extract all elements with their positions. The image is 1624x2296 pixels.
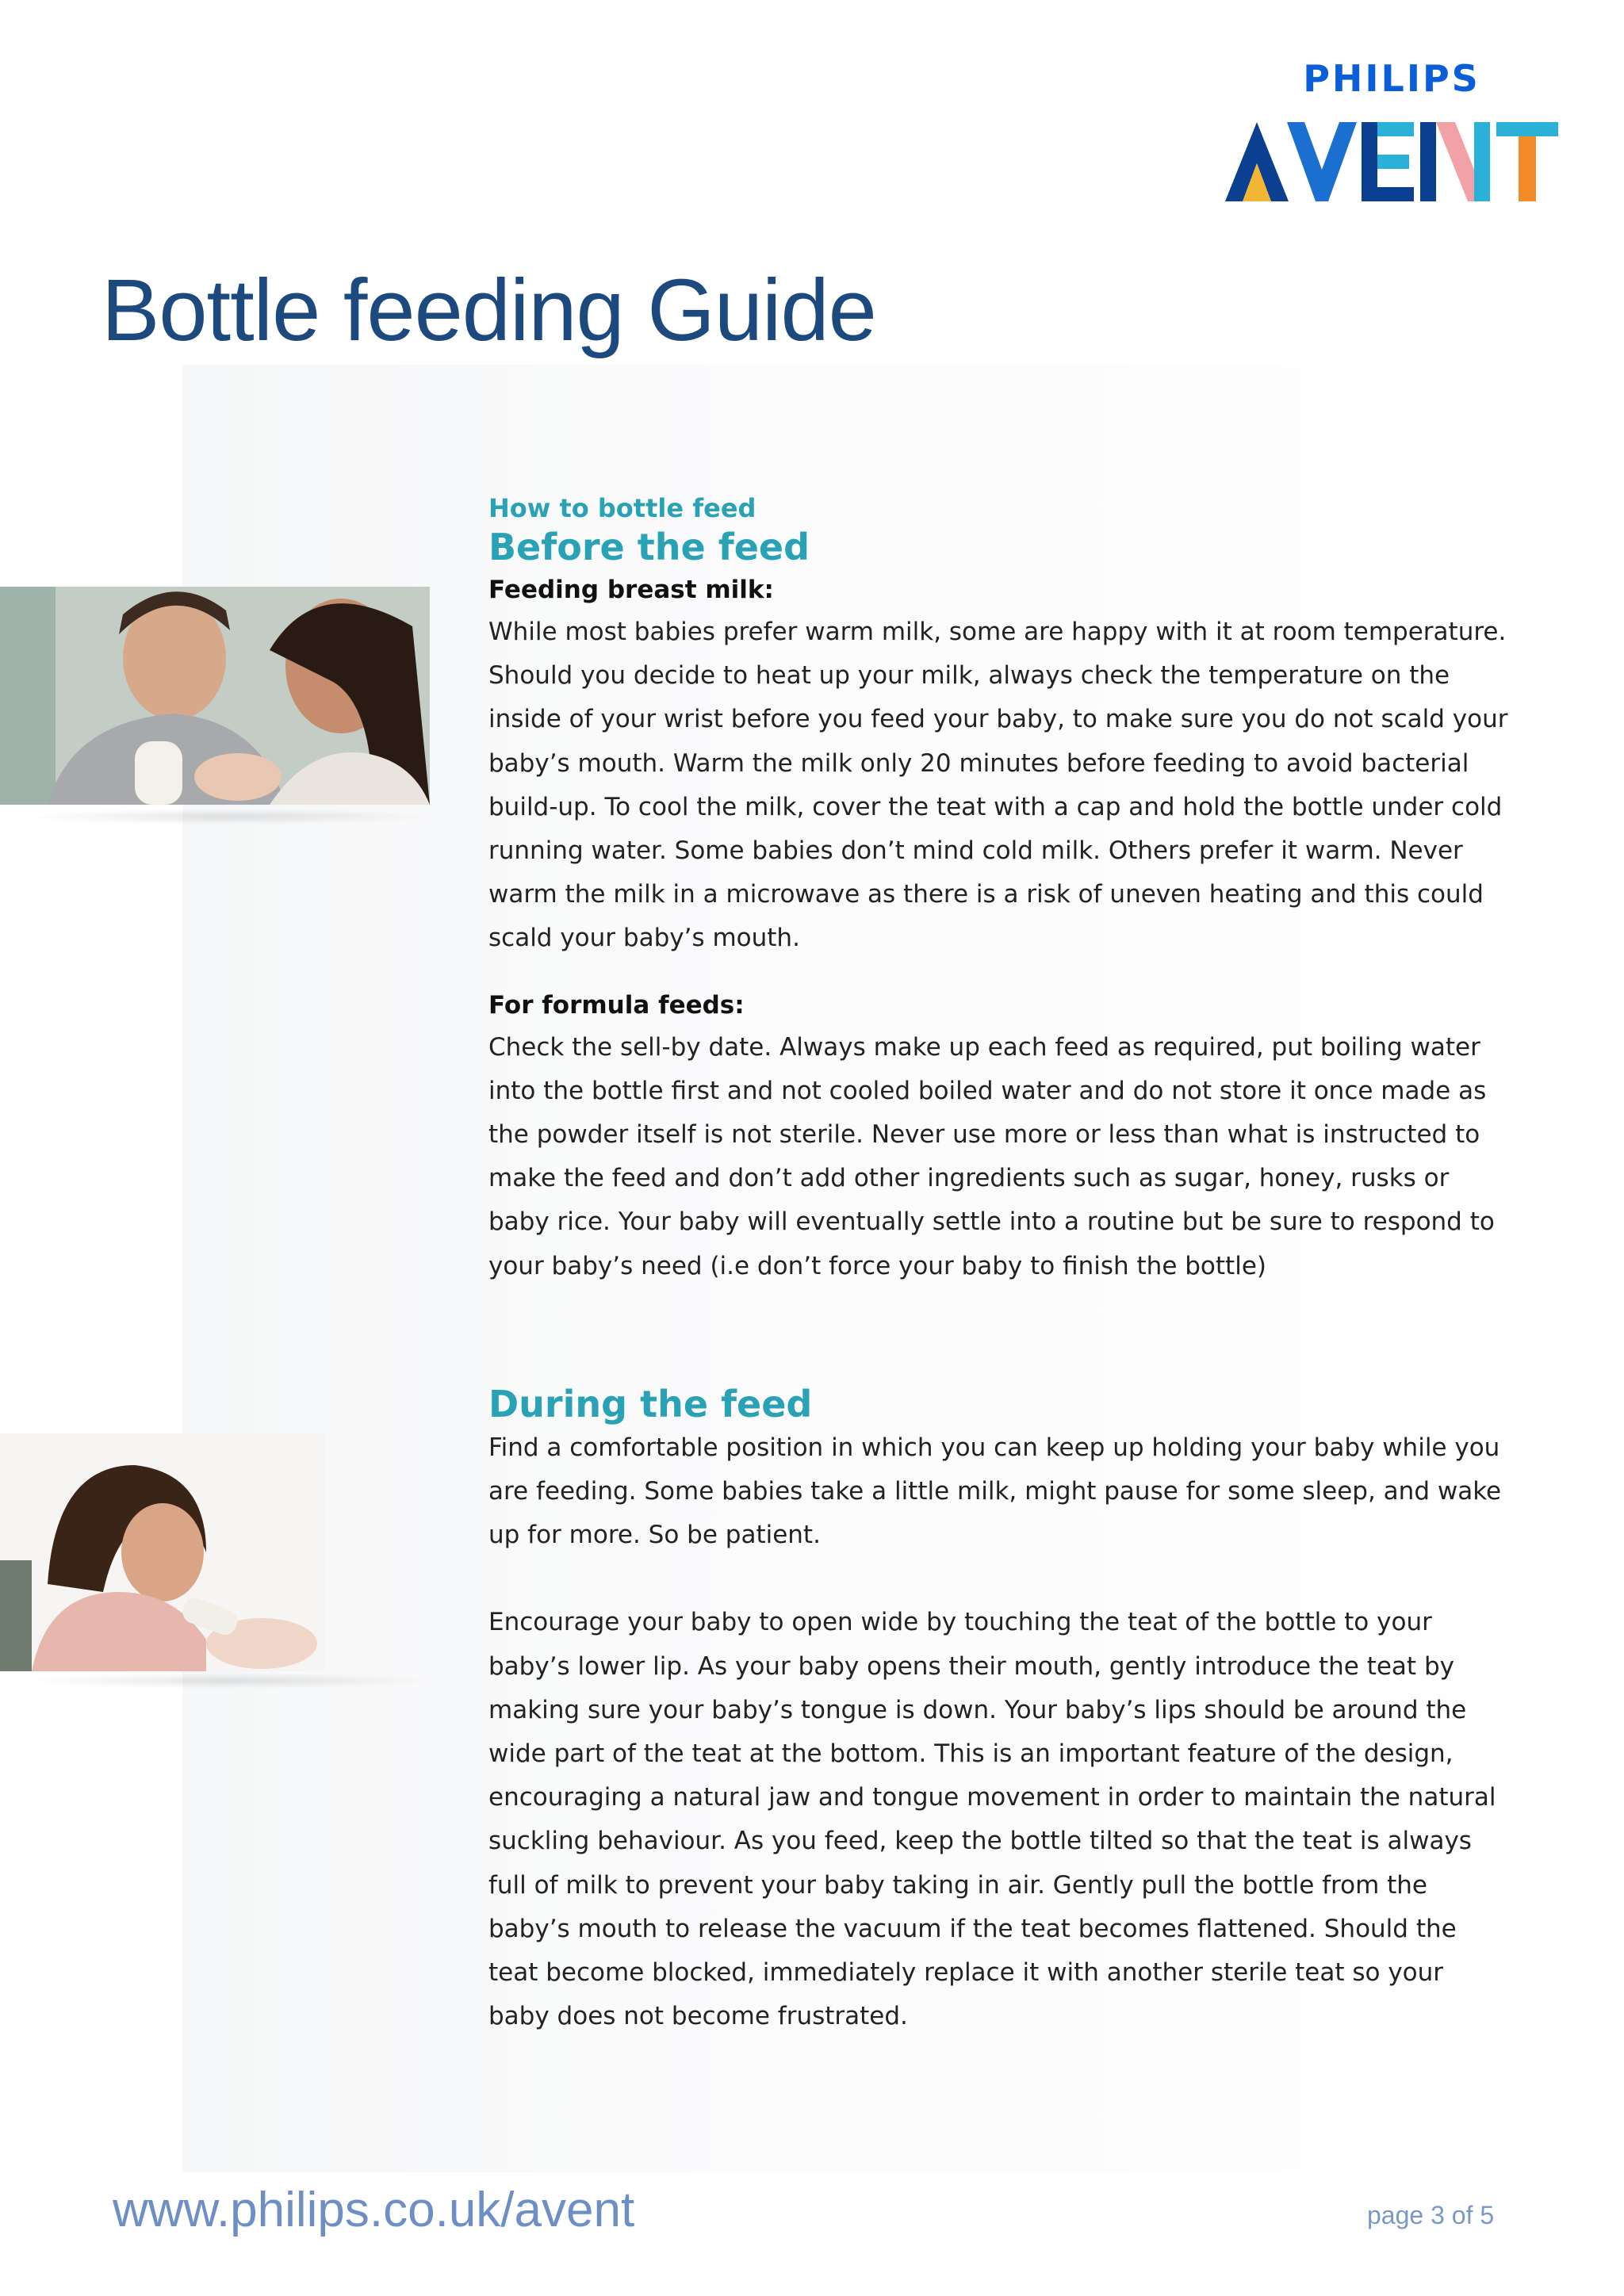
avent-wordmark-icon bbox=[1225, 122, 1558, 201]
paragraph-breast-milk: While most babies prefer warm milk, some are happy with it at room temperature. Should you decide to heat up your milk, always check the temperature on the inside of your wrist before you feed your baby, to make sure you do not scald your baby’s mouth. Warm the milk only 20 minutes before feeding to avoid bacterial build-up. To cool the milk, cover the teat with a cap and hold the bottle under cold running water. Some babies don’t mind cold milk. Others prefer it warm. Never warm the milk in a microwave as there is a risk of uneven heating and this could scald your baby’s mouth. bbox=[488, 618, 1508, 953]
subheading-breast-milk: Feeding breast milk: bbox=[488, 576, 774, 604]
photo-parents-feeding-baby bbox=[0, 587, 430, 805]
paragraph-comfortable-position: Find a comfortable position in which you can keep up holding your baby while you are feeding. Some babies take a little milk, might pause for some sleep, and wake up for more. So be patient. bbox=[488, 1433, 1502, 1550]
heading-during-the-feed: During the feed bbox=[488, 1382, 813, 1425]
website-link[interactable]: www.philips.co.uk/avent bbox=[113, 2183, 635, 2237]
photo-mother-feeding-baby bbox=[0, 1433, 325, 1671]
paragraph-encourage-baby: Encourage your baby to open wide by touching the teat of the bottle to your baby’s lower lip. As your baby opens their mouth, gently introduce the teat by making sure your baby’s tongue is down. Your baby’s lips should be around the wide part of the teat at the bottom. This is an important feature of the design, encouraging a natural jaw and tongue movement in order to maintain the natural suckling behaviour. As you feed, keep the bottle tilted so that the teat is always full of milk to prevent your baby taking in air. Gently pull the bottle from the baby’s mouth to release the vacuum if the teat becomes flattened. Should the teat become blocked, immediately replace it with another sterile teat so your baby does not become frustrated. bbox=[488, 1608, 1496, 2031]
page-number: page 3 of 5 bbox=[1367, 2201, 1495, 2229]
paragraph-formula-feeds: Check the sell-by date. Always make up each feed as required, put boiling water into the bottle first and not cooled boiled water and do not store it once made as the powder itself is not sterile. Never use more or less than what is instructed to make the feed and don’t add other ingredients such as sugar, honey, rusks or baby rice. Your baby will eventually settle into a routine but be sure to respond to your baby’s need (i.e don’t force your baby to finish the bottle) bbox=[488, 1032, 1495, 1280]
philips-wordmark: PHILIPS bbox=[1303, 57, 1480, 100]
page-title: Bottle feeding Guide bbox=[102, 262, 876, 359]
mother-feeding-baby-image bbox=[0, 1433, 325, 1671]
heading-before-the-feed: Before the feed bbox=[488, 526, 810, 568]
philips-avent-logo bbox=[1225, 57, 1558, 208]
main-content bbox=[488, 492, 1511, 2038]
parents-feeding-baby-image bbox=[0, 587, 430, 805]
section-kicker: How to bottle feed bbox=[488, 493, 756, 523]
subheading-formula-feeds: For formula feeds: bbox=[488, 990, 745, 1020]
photo-shadow bbox=[24, 809, 436, 825]
photo-shadow bbox=[24, 1673, 436, 1689]
